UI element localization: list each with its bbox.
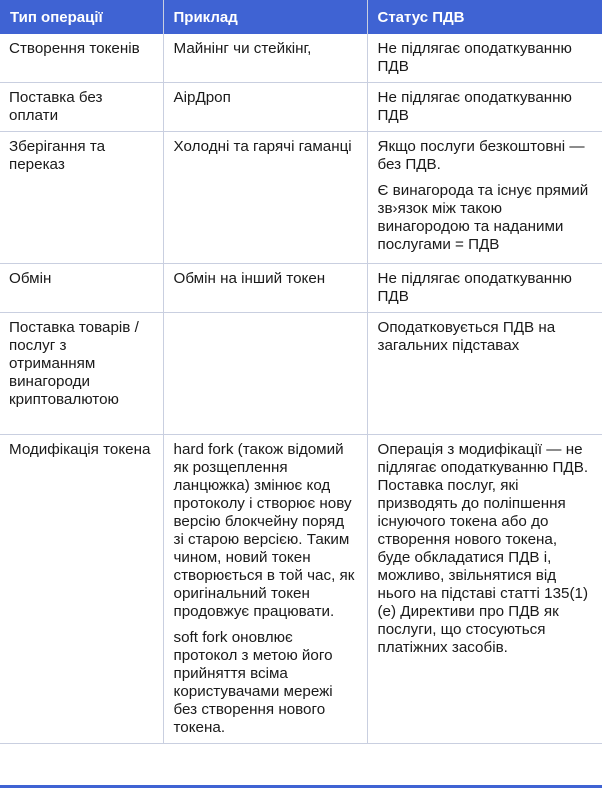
table-row [0,313,602,435]
cell-example [163,83,367,132]
cell-status [367,313,602,435]
cell-status-paragraph: Не підлягає оподаткуванню ПДВ [377,89,572,124]
cell-status-paragraph: Є винагорода та існує прямий зв›язок між такою винагородою та наданими послугами = ПДВ [377,182,589,253]
header-vat-status: Статус ПДВ [367,0,602,34]
cell-type: Поставка товарів / послуг з отриманням винагороди криптовалютою [0,313,163,435]
cell-example [163,435,367,744]
header-operation-type: Тип операції [0,0,163,34]
cell-example-paragraph: АірДроп [173,89,231,106]
cell-type: Поставка без оплати [0,83,163,132]
cell-status-paragraph: Не підлягає оподаткуванню ПДВ [377,270,572,305]
cell-example-paragraph: Майнінг чи стейкінг, [173,40,312,57]
cell-example-paragraph: Холодні та гарячі гаманці [173,138,352,155]
cell-example-paragraph: hard fork (також відомий як розщеплення ланцюжка) змінює код протоколу і створює нову версію блокчейну поряд зі старою версією. Таким чином, новий токен створюється в той час, як оригінальний токен продовжує працювати. [173,441,355,620]
cell-status-paragraph: Якщо послуги безкоштовні — без ПДВ. [377,138,585,173]
table-body [0,34,602,744]
header-example: Приклад [163,0,367,34]
table-header-row [0,0,602,34]
cell-status-paragraph: Не підлягає оподаткуванню ПДВ [377,40,572,75]
cell-example-paragraph: Обмін на інший токен [173,270,326,287]
cell-status-paragraph: Оподатковується ПДВ на загальних підставах [377,319,556,354]
cell-type: Створення токенів [0,34,163,83]
table-row [0,83,602,132]
cell-type: Зберігання та переказ [0,132,163,264]
cell-status [367,435,602,744]
cell-example [163,34,367,83]
table-row [0,435,602,744]
table-row [0,132,602,264]
cell-type: Обмін [0,264,163,313]
cell-status [367,83,602,132]
cell-type: Модифікація токена [0,435,163,744]
table-row [0,34,602,83]
cell-example [163,313,367,435]
cell-status [367,132,602,264]
cell-status [367,34,602,83]
cell-status [367,264,602,313]
cell-example [163,264,367,313]
table-row [0,264,602,313]
cell-example-paragraph: soft fork оновлює протокол з метою його прийняття всіма користувачами мережі без створення нового токена. [173,629,333,736]
cell-status-paragraph: Операція з модифікації — не підлягає оподаткуванню ПДВ. Поставка послуг, які призводять до поліпшення існуючого токена або до створення нового токена, буде обкладатися ПДВ і, можливо, звільнятися від нього на підставі статті 135(1)(е) Директиви про ПДВ як послуги, що стосуються платіжних засобів. [377,441,589,656]
cell-example [163,132,367,264]
